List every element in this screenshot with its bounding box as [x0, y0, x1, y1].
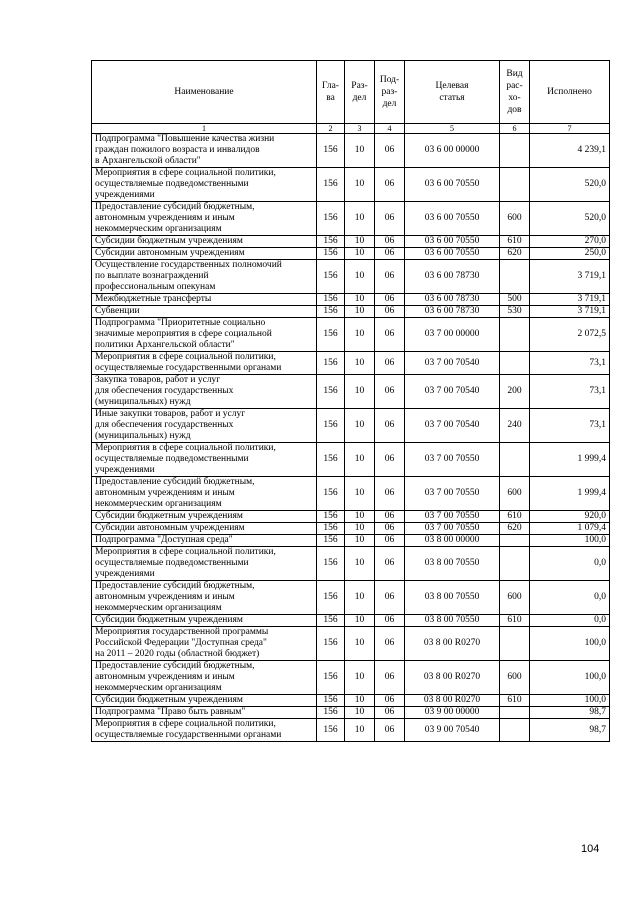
- budget-table: [91, 60, 610, 742]
- table-row: [92, 547, 610, 581]
- row-section: 10: [345, 134, 375, 168]
- row-name: Предоставление субсидий бюджетным, автономным учреждениям и иным некоммерческим организациям: [92, 477, 317, 511]
- row-amount: 3 719,1: [530, 260, 610, 294]
- row-subsection: 06: [375, 306, 405, 318]
- table-row: [92, 661, 610, 695]
- header-exptype: Вид рас- хо- дов: [500, 61, 530, 124]
- row-exptype: 200: [500, 375, 530, 409]
- row-chapter: 156: [317, 409, 345, 443]
- row-subsection: 06: [375, 511, 405, 523]
- row-target: 03 7 00 70550: [405, 511, 500, 523]
- row-section: 10: [345, 523, 375, 535]
- row-section: 10: [345, 581, 375, 615]
- row-name: Подпрограмма "Право быть равным": [92, 707, 317, 719]
- row-target: 03 7 00 70550: [405, 443, 500, 477]
- table-row: [92, 294, 610, 306]
- row-target: 03 7 00 70550: [405, 477, 500, 511]
- row-chapter: 156: [317, 547, 345, 581]
- row-name: Субсидии бюджетным учреждениям: [92, 615, 317, 627]
- row-name: Закупка товаров, работ и услуг для обеспечения государственных (муниципальных) нужд: [92, 375, 317, 409]
- row-target: 03 6 00 70550: [405, 248, 500, 260]
- row-exptype: 610: [500, 615, 530, 627]
- row-section: 10: [345, 409, 375, 443]
- column-number: 7: [530, 124, 610, 134]
- row-subsection: 06: [375, 627, 405, 661]
- row-amount: 73,1: [530, 352, 610, 375]
- table-body: [92, 134, 610, 742]
- table-row: [92, 627, 610, 661]
- table-row: [92, 352, 610, 375]
- row-chapter: 156: [317, 134, 345, 168]
- header-executed: Исполнено: [530, 61, 610, 124]
- row-exptype: [500, 260, 530, 294]
- row-exptype: 610: [500, 695, 530, 707]
- row-name: Мероприятия в сфере социальной политики, осуществляемые подведомственными учреждениями: [92, 547, 317, 581]
- row-exptype: 620: [500, 248, 530, 260]
- row-section: 10: [345, 443, 375, 477]
- row-name: Мероприятия в сфере социальной политики, осуществляемые государственными органами: [92, 719, 317, 742]
- row-amount: 98,7: [530, 719, 610, 742]
- row-target: 03 6 00 00000: [405, 134, 500, 168]
- row-amount: 3 719,1: [530, 294, 610, 306]
- row-subsection: 06: [375, 707, 405, 719]
- row-exptype: 600: [500, 581, 530, 615]
- row-target: 03 6 00 70550: [405, 236, 500, 248]
- row-chapter: 156: [317, 248, 345, 260]
- table-row: [92, 375, 610, 409]
- table-row: [92, 707, 610, 719]
- row-chapter: 156: [317, 202, 345, 236]
- column-number: 6: [500, 124, 530, 134]
- row-section: 10: [345, 695, 375, 707]
- row-name: Подпрограмма "Повышение качества жизни граждан пожилого возраста и инвалидов в Архангельской области": [92, 134, 317, 168]
- row-chapter: 156: [317, 627, 345, 661]
- row-exptype: 600: [500, 202, 530, 236]
- row-amount: 100,0: [530, 661, 610, 695]
- row-amount: 100,0: [530, 535, 610, 547]
- row-amount: 98,7: [530, 707, 610, 719]
- table-row: [92, 477, 610, 511]
- row-amount: 0,0: [530, 581, 610, 615]
- table-row: [92, 523, 610, 535]
- row-amount: 0,0: [530, 615, 610, 627]
- table-row: [92, 202, 610, 236]
- row-name: Субсидии бюджетным учреждениям: [92, 236, 317, 248]
- row-subsection: 06: [375, 202, 405, 236]
- row-target: 03 8 00 R0270: [405, 695, 500, 707]
- row-target: 03 6 00 70550: [405, 202, 500, 236]
- row-subsection: 06: [375, 134, 405, 168]
- row-target: 03 8 00 70550: [405, 547, 500, 581]
- row-subsection: 06: [375, 443, 405, 477]
- row-name: Предоставление субсидий бюджетным, автономным учреждениям и иным некоммерческим организациям: [92, 661, 317, 695]
- header-chapter: Гла- ва: [317, 61, 345, 124]
- row-exptype: [500, 547, 530, 581]
- row-name: Мероприятия государственной программы Российской Федерации "Доступная среда" на 2011 – 2020 годы (областной бюджет): [92, 627, 317, 661]
- table-row: [92, 409, 610, 443]
- column-number: 1: [92, 124, 317, 134]
- row-exptype: [500, 719, 530, 742]
- row-amount: 1 079,4: [530, 523, 610, 535]
- row-target: 03 6 00 78730: [405, 306, 500, 318]
- row-section: 10: [345, 707, 375, 719]
- header-name: [92, 61, 317, 124]
- row-section: 10: [345, 260, 375, 294]
- row-chapter: 156: [317, 443, 345, 477]
- row-amount: 100,0: [530, 627, 610, 661]
- row-name: Мероприятия в сфере социальной политики, осуществляемые подведомственными учреждениями: [92, 168, 317, 202]
- row-subsection: 06: [375, 168, 405, 202]
- row-name: Мероприятия в сфере социальной политики, осуществляемые подведомственными учреждениями: [92, 443, 317, 477]
- row-target: 03 7 00 70540: [405, 352, 500, 375]
- row-subsection: 06: [375, 352, 405, 375]
- row-name: Осуществление государственных полномочий по выплате вознаграждений профессиональным опекунам: [92, 260, 317, 294]
- row-section: 10: [345, 547, 375, 581]
- row-subsection: 06: [375, 318, 405, 352]
- row-section: 10: [345, 535, 375, 547]
- row-exptype: [500, 535, 530, 547]
- row-target: 03 8 00 R0270: [405, 627, 500, 661]
- row-subsection: 06: [375, 248, 405, 260]
- row-section: 10: [345, 627, 375, 661]
- row-amount: 520,0: [530, 202, 610, 236]
- row-exptype: [500, 168, 530, 202]
- row-chapter: 156: [317, 523, 345, 535]
- row-section: 10: [345, 719, 375, 742]
- row-target: 03 9 00 00000: [405, 707, 500, 719]
- row-name: Субсидии автономным учреждениям: [92, 523, 317, 535]
- row-exptype: 600: [500, 661, 530, 695]
- column-number: 5: [405, 124, 500, 134]
- row-name: Иные закупки товаров, работ и услуг для обеспечения государственных (муниципальных) нужд: [92, 409, 317, 443]
- row-exptype: 500: [500, 294, 530, 306]
- row-chapter: 156: [317, 707, 345, 719]
- table-row: [92, 168, 610, 202]
- row-name: Подпрограмма "Доступная среда": [92, 535, 317, 547]
- row-chapter: 156: [317, 615, 345, 627]
- row-chapter: 156: [317, 535, 345, 547]
- row-chapter: 156: [317, 375, 345, 409]
- row-chapter: 156: [317, 294, 345, 306]
- row-amount: 73,1: [530, 375, 610, 409]
- row-section: 10: [345, 375, 375, 409]
- row-name: Подпрограмма "Приоритетные социально значимые мероприятия в сфере социальной политики Архангельской области": [92, 318, 317, 352]
- row-exptype: 610: [500, 511, 530, 523]
- row-exptype: [500, 318, 530, 352]
- table-row: [92, 236, 610, 248]
- row-amount: 4 239,1: [530, 134, 610, 168]
- row-subsection: 06: [375, 409, 405, 443]
- header-subsection: Под- раз- дел: [375, 61, 405, 124]
- row-section: 10: [345, 661, 375, 695]
- row-exptype: [500, 627, 530, 661]
- row-name: Мероприятия в сфере социальной политики, осуществляемые государственными органами: [92, 352, 317, 375]
- row-exptype: 620: [500, 523, 530, 535]
- row-exptype: 600: [500, 477, 530, 511]
- column-number-row: [92, 124, 610, 134]
- row-exptype: 610: [500, 236, 530, 248]
- row-amount: 920,0: [530, 511, 610, 523]
- row-section: 10: [345, 168, 375, 202]
- row-name: Предоставление субсидий бюджетным, автономным учреждениям и иным некоммерческим организациям: [92, 202, 317, 236]
- table-row: [92, 134, 610, 168]
- row-amount: 3 719,1: [530, 306, 610, 318]
- row-section: 10: [345, 615, 375, 627]
- header-target: Целевая статья: [405, 61, 500, 124]
- row-chapter: 156: [317, 306, 345, 318]
- row-amount: 250,0: [530, 248, 610, 260]
- table-row: [92, 615, 610, 627]
- table-row: [92, 260, 610, 294]
- row-section: 10: [345, 511, 375, 523]
- row-target: 03 8 00 70550: [405, 581, 500, 615]
- table-row: [92, 306, 610, 318]
- row-exptype: 240: [500, 409, 530, 443]
- header-name-text: Наименование: [174, 87, 234, 97]
- row-section: 10: [345, 352, 375, 375]
- row-chapter: 156: [317, 719, 345, 742]
- row-section: 10: [345, 477, 375, 511]
- row-chapter: 156: [317, 581, 345, 615]
- row-chapter: 156: [317, 695, 345, 707]
- row-section: 10: [345, 306, 375, 318]
- row-section: 10: [345, 202, 375, 236]
- row-amount: 520,0: [530, 168, 610, 202]
- row-target: 03 7 00 70550: [405, 523, 500, 535]
- row-chapter: 156: [317, 318, 345, 352]
- row-exptype: [500, 134, 530, 168]
- row-target: 03 8 00 R0270: [405, 661, 500, 695]
- row-target: 03 7 00 00000: [405, 318, 500, 352]
- table-row: [92, 248, 610, 260]
- row-name: Субвенции: [92, 306, 317, 318]
- table-header-row: [92, 61, 610, 124]
- row-name: Межбюджетные трансферты: [92, 294, 317, 306]
- row-amount: 1 999,4: [530, 443, 610, 477]
- table-row: [92, 443, 610, 477]
- row-target: 03 9 00 70540: [405, 719, 500, 742]
- table-row: [92, 535, 610, 547]
- row-section: 10: [345, 294, 375, 306]
- row-amount: 2 072,5: [530, 318, 610, 352]
- row-subsection: 06: [375, 523, 405, 535]
- row-chapter: 156: [317, 236, 345, 248]
- row-chapter: 156: [317, 260, 345, 294]
- row-chapter: 156: [317, 352, 345, 375]
- row-chapter: 156: [317, 477, 345, 511]
- row-amount: 0,0: [530, 547, 610, 581]
- row-chapter: 156: [317, 511, 345, 523]
- row-target: 03 8 00 70550: [405, 615, 500, 627]
- row-name: Предоставление субсидий бюджетным, автономным учреждениям и иным некоммерческим организациям: [92, 581, 317, 615]
- row-exptype: [500, 707, 530, 719]
- column-number: 2: [317, 124, 345, 134]
- row-subsection: 06: [375, 260, 405, 294]
- table-row: [92, 581, 610, 615]
- row-target: 03 8 00 00000: [405, 535, 500, 547]
- row-section: 10: [345, 236, 375, 248]
- row-target: 03 7 00 70540: [405, 375, 500, 409]
- row-target: 03 6 00 70550: [405, 168, 500, 202]
- row-subsection: 06: [375, 236, 405, 248]
- row-amount: 270,0: [530, 236, 610, 248]
- column-number: 3: [345, 124, 375, 134]
- row-chapter: 156: [317, 168, 345, 202]
- row-chapter: 156: [317, 661, 345, 695]
- header-section: Раз- дел: [345, 61, 375, 124]
- row-amount: 73,1: [530, 409, 610, 443]
- row-amount: 100,0: [530, 695, 610, 707]
- table-row: [92, 695, 610, 707]
- row-exptype: 530: [500, 306, 530, 318]
- row-name: Субсидии автономным учреждениям: [92, 248, 317, 260]
- row-exptype: [500, 352, 530, 375]
- row-section: 10: [345, 318, 375, 352]
- row-section: 10: [345, 248, 375, 260]
- row-subsection: 06: [375, 535, 405, 547]
- row-amount: 1 999,4: [530, 477, 610, 511]
- row-subsection: 06: [375, 294, 405, 306]
- row-subsection: 06: [375, 719, 405, 742]
- row-subsection: 06: [375, 547, 405, 581]
- page-number: 104: [581, 843, 600, 855]
- row-name: Субсидии бюджетным учреждениям: [92, 695, 317, 707]
- row-subsection: 06: [375, 695, 405, 707]
- column-number: 4: [375, 124, 405, 134]
- row-subsection: 06: [375, 581, 405, 615]
- row-subsection: 06: [375, 375, 405, 409]
- row-target: 03 6 00 78730: [405, 294, 500, 306]
- table-row: [92, 511, 610, 523]
- row-exptype: [500, 443, 530, 477]
- row-target: 03 7 00 70540: [405, 409, 500, 443]
- table-row: [92, 719, 610, 742]
- table-row: [92, 318, 610, 352]
- row-subsection: 06: [375, 477, 405, 511]
- row-target: 03 6 00 78730: [405, 260, 500, 294]
- row-name: Субсидии бюджетным учреждениям: [92, 511, 317, 523]
- row-subsection: 06: [375, 661, 405, 695]
- row-subsection: 06: [375, 615, 405, 627]
